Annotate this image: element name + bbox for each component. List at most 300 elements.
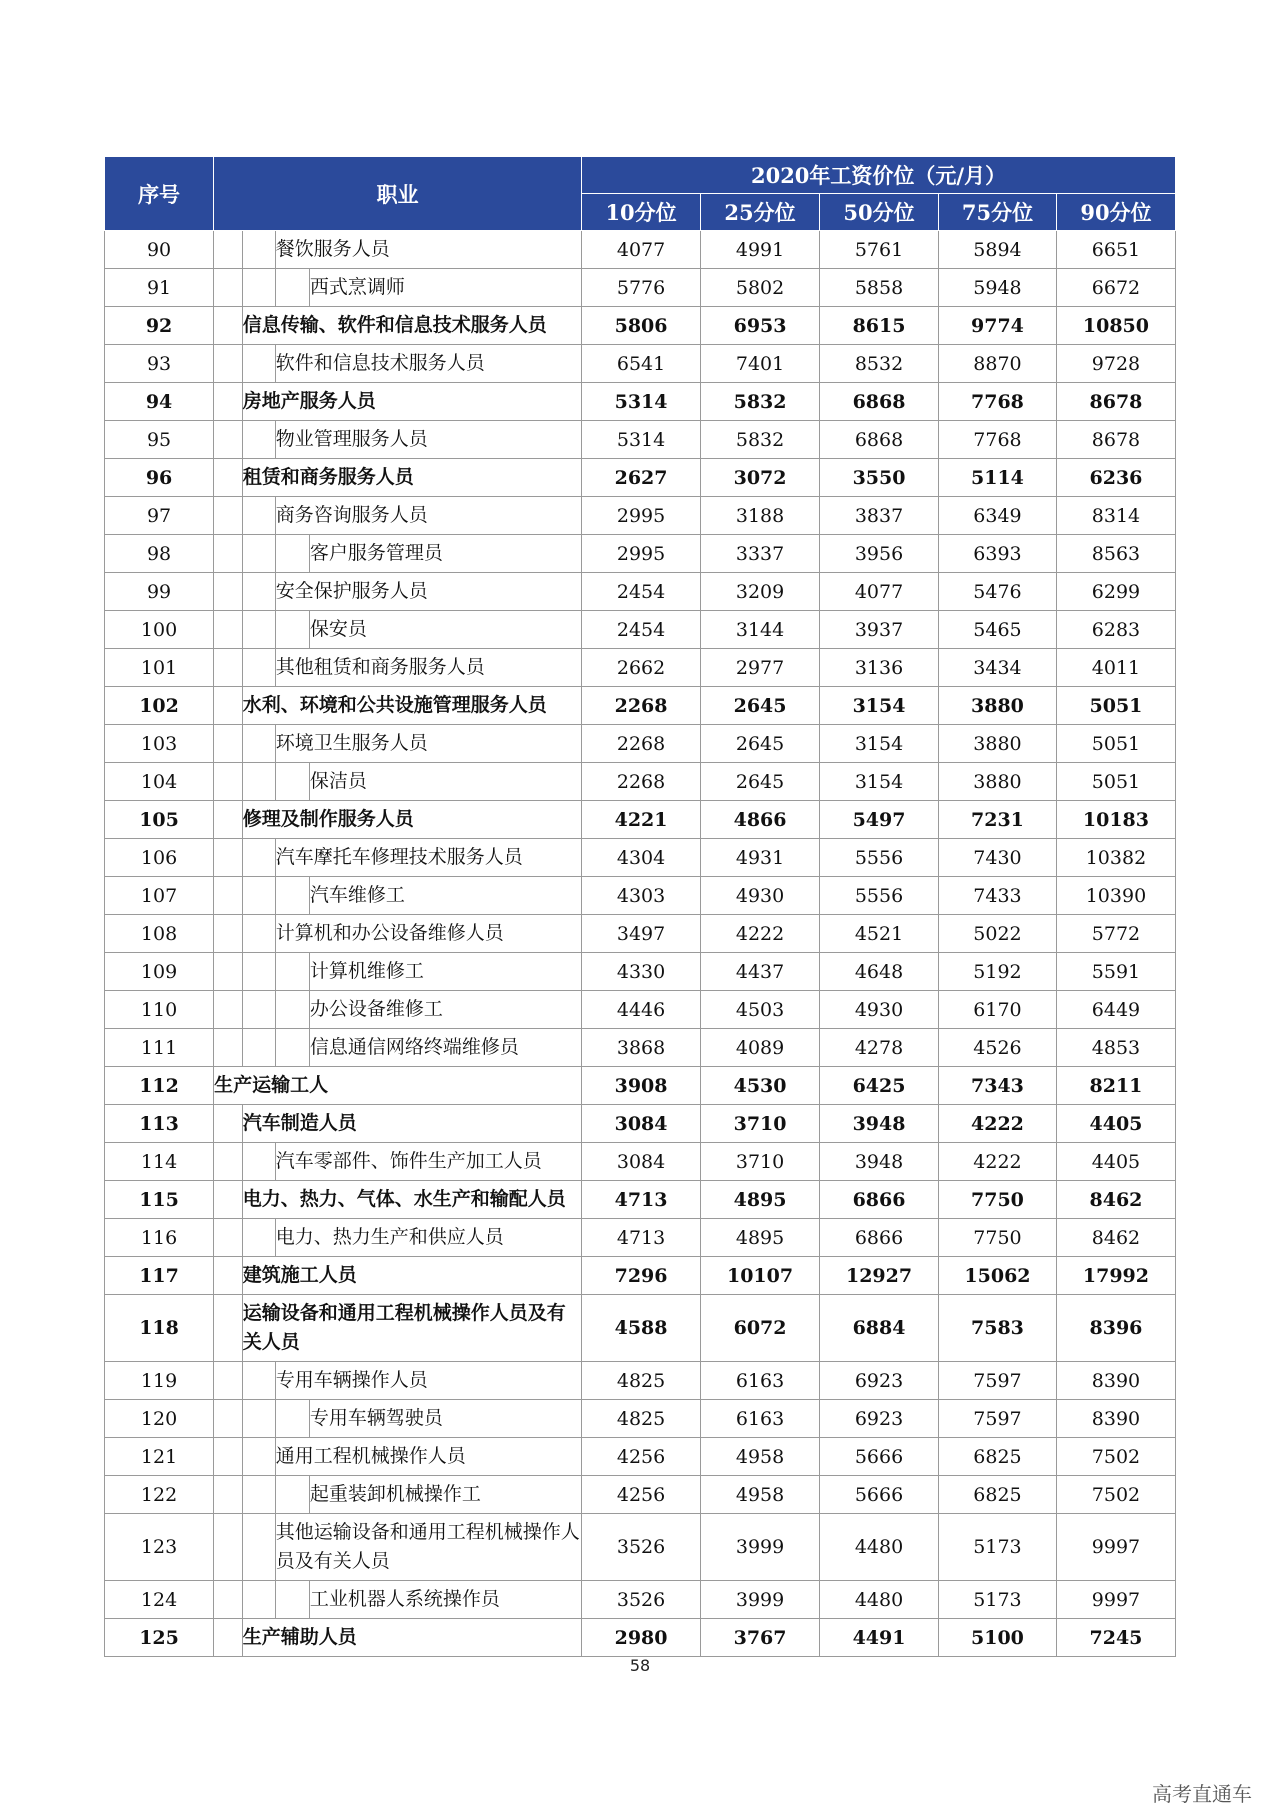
row-value-p50: 8615 [820, 307, 939, 345]
indent-cell [214, 1362, 243, 1400]
indent-cell [214, 687, 243, 725]
indent-cell [242, 535, 275, 573]
indent-cell [275, 1581, 309, 1619]
row-value-p25: 4895 [701, 1219, 820, 1257]
row-value-p90: 10390 [1056, 877, 1175, 915]
table-row [105, 535, 1176, 573]
row-occupation: 汽车维修工 [309, 877, 581, 915]
row-seq: 114 [105, 1143, 214, 1181]
row-value-p50: 4930 [820, 991, 939, 1029]
row-seq: 96 [105, 459, 214, 497]
row-value-p50: 4491 [820, 1619, 939, 1657]
row-occupation: 计算机维修工 [309, 953, 581, 991]
row-value-p75: 7768 [939, 383, 1057, 421]
row-value-p90: 8462 [1056, 1219, 1175, 1257]
row-occupation: 办公设备维修工 [309, 991, 581, 1029]
row-occupation: 专用车辆驾驶员 [309, 1400, 581, 1438]
row-value-p75: 6825 [939, 1476, 1057, 1514]
table-row [105, 1295, 1176, 1362]
row-seq: 106 [105, 839, 214, 877]
row-occupation: 物业管理服务人员 [275, 421, 581, 459]
row-occupation: 环境卫生服务人员 [275, 725, 581, 763]
row-value-p25: 2977 [701, 649, 820, 687]
row-seq: 116 [105, 1219, 214, 1257]
row-value-p10: 4446 [582, 991, 701, 1029]
indent-cell [214, 269, 243, 307]
indent-cell [214, 763, 243, 801]
table-row [105, 573, 1176, 611]
indent-cell [275, 991, 309, 1029]
row-value-p10: 2268 [582, 725, 701, 763]
row-value-p90: 6672 [1056, 269, 1175, 307]
table-row [105, 725, 1176, 763]
row-seq: 115 [105, 1181, 214, 1219]
indent-cell [214, 1514, 243, 1581]
row-value-p10: 7296 [582, 1257, 701, 1295]
row-occupation: 电力、热力、气体、水生产和输配人员 [242, 1181, 581, 1219]
row-value-p75: 7433 [939, 877, 1057, 915]
row-value-p75: 5173 [939, 1581, 1057, 1619]
row-occupation: 信息通信网络终端维修员 [309, 1029, 581, 1067]
row-value-p75: 8870 [939, 345, 1057, 383]
indent-cell [275, 1029, 309, 1067]
row-value-p50: 4480 [820, 1581, 939, 1619]
indent-cell [242, 1219, 275, 1257]
indent-cell [275, 1476, 309, 1514]
row-occupation: 租赁和商务服务人员 [242, 459, 581, 497]
indent-cell [275, 611, 309, 649]
row-value-p50: 6868 [820, 421, 939, 459]
indent-cell [214, 1400, 243, 1438]
row-value-p75: 7343 [939, 1067, 1057, 1105]
row-value-p50: 3956 [820, 535, 939, 573]
indent-cell [214, 611, 243, 649]
header-wage-group: 2020年工资价位（元/月） [582, 157, 1176, 194]
row-occupation: 汽车摩托车修理技术服务人员 [275, 839, 581, 877]
row-value-p75: 3880 [939, 725, 1057, 763]
indent-cell [242, 1143, 275, 1181]
header-p50: 50分位 [820, 194, 939, 231]
table-row [105, 421, 1176, 459]
row-value-p90: 5051 [1056, 725, 1175, 763]
row-value-p50: 5761 [820, 231, 939, 269]
row-value-p10: 4256 [582, 1476, 701, 1514]
indent-cell [214, 459, 243, 497]
row-value-p50: 5556 [820, 877, 939, 915]
watermark: 高考直通车 [1152, 1782, 1252, 1806]
indent-cell [214, 1257, 243, 1295]
indent-cell [242, 915, 275, 953]
row-value-p10: 2995 [582, 497, 701, 535]
row-value-p75: 7583 [939, 1295, 1057, 1362]
row-value-p90: 8678 [1056, 421, 1175, 459]
row-value-p75: 7597 [939, 1400, 1057, 1438]
row-occupation: 汽车制造人员 [242, 1105, 581, 1143]
row-value-p25: 4530 [701, 1067, 820, 1105]
indent-cell [214, 877, 243, 915]
indent-cell [242, 497, 275, 535]
row-seq: 100 [105, 611, 214, 649]
row-value-p25: 3337 [701, 535, 820, 573]
row-value-p25: 4958 [701, 1476, 820, 1514]
row-value-p25: 7401 [701, 345, 820, 383]
table-row [105, 763, 1176, 801]
row-value-p75: 4526 [939, 1029, 1057, 1067]
row-value-p10: 4077 [582, 231, 701, 269]
row-value-p25: 5832 [701, 421, 820, 459]
row-value-p75: 5114 [939, 459, 1057, 497]
indent-cell [242, 1362, 275, 1400]
row-value-p50: 5666 [820, 1438, 939, 1476]
row-value-p90: 9997 [1056, 1581, 1175, 1619]
row-value-p75: 4222 [939, 1143, 1057, 1181]
indent-cell [214, 1105, 243, 1143]
row-value-p10: 3908 [582, 1067, 701, 1105]
row-value-p75: 3880 [939, 763, 1057, 801]
row-value-p25: 2645 [701, 725, 820, 763]
row-seq: 118 [105, 1295, 214, 1362]
row-value-p25: 4437 [701, 953, 820, 991]
table-row [105, 383, 1176, 421]
row-value-p75: 5465 [939, 611, 1057, 649]
indent-cell [214, 1581, 243, 1619]
row-value-p50: 3937 [820, 611, 939, 649]
indent-cell [214, 991, 243, 1029]
indent-cell [214, 915, 243, 953]
row-value-p75: 6825 [939, 1438, 1057, 1476]
header-seq: 序号 [105, 157, 214, 231]
indent-cell [242, 1514, 275, 1581]
row-value-p50: 3948 [820, 1105, 939, 1143]
row-seq: 91 [105, 269, 214, 307]
row-value-p50: 3136 [820, 649, 939, 687]
row-value-p90: 4405 [1056, 1143, 1175, 1181]
table-row [105, 497, 1176, 535]
row-value-p10: 4256 [582, 1438, 701, 1476]
row-value-p90: 4405 [1056, 1105, 1175, 1143]
row-value-p10: 5776 [582, 269, 701, 307]
indent-cell [214, 1029, 243, 1067]
row-value-p25: 4930 [701, 877, 820, 915]
row-seq: 123 [105, 1514, 214, 1581]
row-occupation: 计算机和办公设备维修人员 [275, 915, 581, 953]
indent-cell [214, 345, 243, 383]
row-value-p10: 2980 [582, 1619, 701, 1657]
row-seq: 94 [105, 383, 214, 421]
table-row [105, 1438, 1176, 1476]
row-value-p90: 6236 [1056, 459, 1175, 497]
row-value-p90: 6283 [1056, 611, 1175, 649]
row-value-p10: 4825 [582, 1400, 701, 1438]
indent-cell [214, 801, 243, 839]
row-value-p90: 4853 [1056, 1029, 1175, 1067]
table-row [105, 1219, 1176, 1257]
table-row [105, 1514, 1176, 1581]
row-occupation: 餐饮服务人员 [275, 231, 581, 269]
row-value-p25: 3999 [701, 1514, 820, 1581]
indent-cell [242, 725, 275, 763]
indent-cell [242, 573, 275, 611]
indent-cell [275, 877, 309, 915]
indent-cell [275, 1400, 309, 1438]
indent-cell [242, 611, 275, 649]
row-occupation: 起重装卸机械操作工 [309, 1476, 581, 1514]
row-value-p75: 6393 [939, 535, 1057, 573]
row-value-p50: 3154 [820, 687, 939, 725]
table-row [105, 1581, 1176, 1619]
row-value-p10: 2454 [582, 611, 701, 649]
table-row [105, 991, 1176, 1029]
row-seq: 108 [105, 915, 214, 953]
row-value-p50: 3837 [820, 497, 939, 535]
row-value-p10: 2268 [582, 763, 701, 801]
row-occupation: 其他运输设备和通用工程机械操作人员及有关人员 [275, 1514, 581, 1581]
row-occupation: 水利、环境和公共设施管理服务人员 [242, 687, 581, 725]
row-value-p90: 5591 [1056, 953, 1175, 991]
row-value-p25: 4958 [701, 1438, 820, 1476]
indent-cell [214, 1219, 243, 1257]
row-occupation: 西式烹调师 [309, 269, 581, 307]
table-row [105, 1029, 1176, 1067]
row-occupation: 通用工程机械操作人员 [275, 1438, 581, 1476]
row-value-p50: 6923 [820, 1362, 939, 1400]
row-value-p10: 4825 [582, 1362, 701, 1400]
row-occupation: 其他租赁和商务服务人员 [275, 649, 581, 687]
table-row [105, 953, 1176, 991]
row-occupation: 工业机器人系统操作员 [309, 1581, 581, 1619]
table-row [105, 1619, 1176, 1657]
row-value-p10: 4303 [582, 877, 701, 915]
table-row [105, 1181, 1176, 1219]
row-value-p50: 6884 [820, 1295, 939, 1362]
row-seq: 102 [105, 687, 214, 725]
table-row [105, 231, 1176, 269]
table-row [105, 1067, 1176, 1105]
row-value-p10: 4713 [582, 1219, 701, 1257]
row-value-p90: 6299 [1056, 573, 1175, 611]
row-value-p10: 3084 [582, 1105, 701, 1143]
row-value-p10: 4330 [582, 953, 701, 991]
row-value-p25: 3710 [701, 1105, 820, 1143]
row-value-p50: 5556 [820, 839, 939, 877]
table-row [105, 1105, 1176, 1143]
header-p25: 25分位 [701, 194, 820, 231]
row-value-p10: 4588 [582, 1295, 701, 1362]
row-seq: 109 [105, 953, 214, 991]
row-value-p25: 3710 [701, 1143, 820, 1181]
row-value-p25: 3767 [701, 1619, 820, 1657]
row-occupation: 运输设备和通用工程机械操作人员及有关人员 [242, 1295, 581, 1362]
row-value-p75: 5476 [939, 573, 1057, 611]
row-value-p10: 4304 [582, 839, 701, 877]
table-body [105, 231, 1176, 1657]
wage-table [104, 156, 1176, 1657]
row-value-p50: 3550 [820, 459, 939, 497]
indent-cell [214, 497, 243, 535]
row-value-p90: 7502 [1056, 1438, 1175, 1476]
row-value-p75: 7750 [939, 1181, 1057, 1219]
row-value-p75: 5022 [939, 915, 1057, 953]
row-value-p75: 6170 [939, 991, 1057, 1029]
row-value-p50: 6866 [820, 1181, 939, 1219]
row-occupation: 电力、热力生产和供应人员 [275, 1219, 581, 1257]
row-value-p25: 2645 [701, 687, 820, 725]
row-value-p50: 5666 [820, 1476, 939, 1514]
row-seq: 113 [105, 1105, 214, 1143]
row-occupation: 商务咨询服务人员 [275, 497, 581, 535]
row-value-p25: 4931 [701, 839, 820, 877]
row-value-p90: 9728 [1056, 345, 1175, 383]
row-value-p90: 17992 [1056, 1257, 1175, 1295]
row-value-p75: 5192 [939, 953, 1057, 991]
row-value-p10: 2662 [582, 649, 701, 687]
row-value-p75: 5948 [939, 269, 1057, 307]
row-value-p25: 6163 [701, 1362, 820, 1400]
row-occupation: 软件和信息技术服务人员 [275, 345, 581, 383]
row-value-p50: 6425 [820, 1067, 939, 1105]
table-row [105, 1362, 1176, 1400]
row-value-p25: 4991 [701, 231, 820, 269]
row-value-p75: 7768 [939, 421, 1057, 459]
row-value-p25: 4222 [701, 915, 820, 953]
row-value-p50: 4648 [820, 953, 939, 991]
page-number: 58 [629, 1656, 651, 1675]
row-value-p90: 10183 [1056, 801, 1175, 839]
row-value-p50: 3154 [820, 725, 939, 763]
row-value-p25: 4866 [701, 801, 820, 839]
row-value-p25: 3209 [701, 573, 820, 611]
indent-cell [214, 421, 243, 459]
row-value-p75: 5173 [939, 1514, 1057, 1581]
row-value-p50: 3948 [820, 1143, 939, 1181]
row-value-p50: 4077 [820, 573, 939, 611]
row-value-p10: 4221 [582, 801, 701, 839]
row-value-p10: 5314 [582, 421, 701, 459]
row-seq: 121 [105, 1438, 214, 1476]
indent-cell [242, 1029, 275, 1067]
table-row [105, 611, 1176, 649]
table-row [105, 877, 1176, 915]
row-occupation: 房地产服务人员 [242, 383, 581, 421]
row-seq: 110 [105, 991, 214, 1029]
indent-cell [214, 1295, 243, 1362]
row-value-p75: 7430 [939, 839, 1057, 877]
row-occupation: 汽车零部件、饰件生产加工人员 [275, 1143, 581, 1181]
row-value-p25: 4089 [701, 1029, 820, 1067]
row-occupation: 保洁员 [309, 763, 581, 801]
row-value-p75: 3434 [939, 649, 1057, 687]
row-value-p75: 9774 [939, 307, 1057, 345]
row-value-p90: 7245 [1056, 1619, 1175, 1657]
row-value-p10: 3497 [582, 915, 701, 953]
table-row [105, 1476, 1176, 1514]
table-row [105, 687, 1176, 725]
row-occupation: 生产运输工人 [214, 1067, 582, 1105]
row-seq: 105 [105, 801, 214, 839]
row-value-p90: 5051 [1056, 763, 1175, 801]
row-occupation: 保安员 [309, 611, 581, 649]
row-seq: 101 [105, 649, 214, 687]
row-value-p50: 6923 [820, 1400, 939, 1438]
indent-cell [214, 839, 243, 877]
row-seq: 119 [105, 1362, 214, 1400]
table-row [105, 1143, 1176, 1181]
row-value-p75: 5100 [939, 1619, 1057, 1657]
indent-cell [214, 573, 243, 611]
indent-cell [242, 763, 275, 801]
indent-cell [214, 649, 243, 687]
indent-cell [214, 535, 243, 573]
table-row [105, 307, 1176, 345]
indent-cell [214, 1476, 243, 1514]
row-value-p25: 5832 [701, 383, 820, 421]
row-value-p25: 5802 [701, 269, 820, 307]
row-value-p50: 3154 [820, 763, 939, 801]
row-occupation: 专用车辆操作人员 [275, 1362, 581, 1400]
row-value-p75: 7231 [939, 801, 1057, 839]
table-row [105, 915, 1176, 953]
row-value-p90: 6651 [1056, 231, 1175, 269]
row-value-p50: 8532 [820, 345, 939, 383]
indent-cell [214, 231, 243, 269]
row-seq: 117 [105, 1257, 214, 1295]
indent-cell [242, 877, 275, 915]
table-row [105, 1400, 1176, 1438]
row-value-p90: 5051 [1056, 687, 1175, 725]
row-seq: 93 [105, 345, 214, 383]
header-p10: 10分位 [582, 194, 701, 231]
indent-cell [242, 1476, 275, 1514]
row-value-p90: 9997 [1056, 1514, 1175, 1581]
table-row [105, 839, 1176, 877]
row-seq: 90 [105, 231, 214, 269]
row-value-p90: 4011 [1056, 649, 1175, 687]
row-value-p25: 6953 [701, 307, 820, 345]
indent-cell [242, 231, 275, 269]
row-value-p10: 3526 [582, 1514, 701, 1581]
header-p90: 90分位 [1056, 194, 1175, 231]
indent-cell [242, 839, 275, 877]
indent-cell [214, 725, 243, 763]
indent-cell [275, 269, 309, 307]
row-value-p50: 6868 [820, 383, 939, 421]
row-value-p90: 10382 [1056, 839, 1175, 877]
row-seq: 111 [105, 1029, 214, 1067]
indent-cell [242, 1400, 275, 1438]
row-value-p25: 4503 [701, 991, 820, 1029]
row-value-p75: 5894 [939, 231, 1057, 269]
row-value-p10: 6541 [582, 345, 701, 383]
row-value-p10: 3084 [582, 1143, 701, 1181]
row-value-p10: 5806 [582, 307, 701, 345]
row-seq: 92 [105, 307, 214, 345]
indent-cell [214, 1438, 243, 1476]
indent-cell [242, 953, 275, 991]
row-value-p90: 5772 [1056, 915, 1175, 953]
indent-cell [275, 953, 309, 991]
header-p75: 75分位 [939, 194, 1057, 231]
row-value-p90: 8396 [1056, 1295, 1175, 1362]
row-occupation: 生产辅助人员 [242, 1619, 581, 1657]
row-seq: 97 [105, 497, 214, 535]
row-value-p10: 2995 [582, 535, 701, 573]
row-value-p25: 6163 [701, 1400, 820, 1438]
indent-cell [275, 763, 309, 801]
row-occupation: 信息传输、软件和信息技术服务人员 [242, 307, 581, 345]
row-value-p10: 3868 [582, 1029, 701, 1067]
indent-cell [214, 307, 243, 345]
row-seq: 112 [105, 1067, 214, 1105]
